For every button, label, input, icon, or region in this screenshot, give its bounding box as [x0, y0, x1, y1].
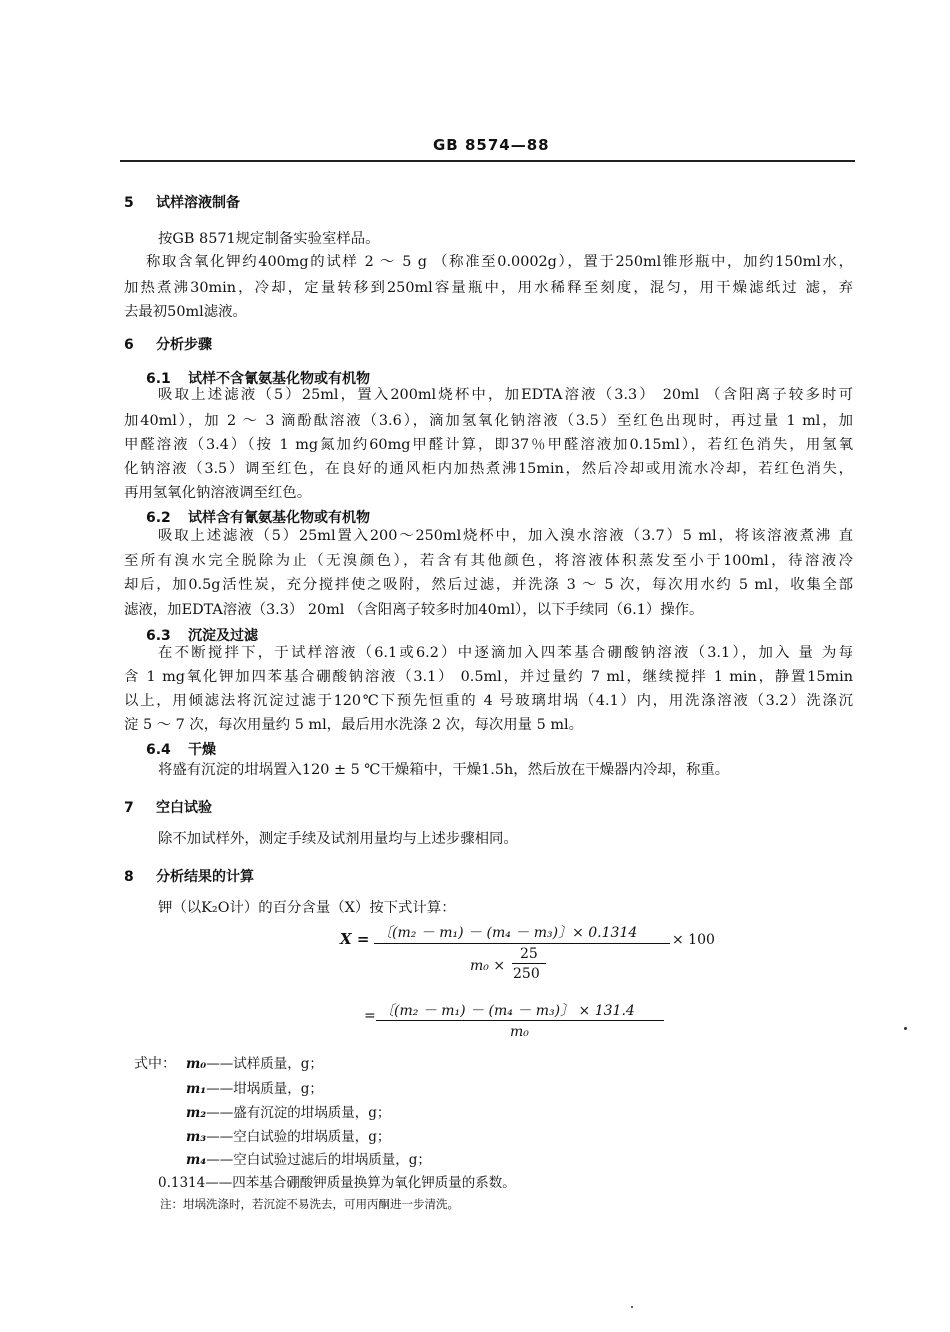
- section-8-heading: [124, 866, 254, 886]
- eq1-inner-numerator: 25: [520, 946, 538, 962]
- subsection-title: 沉淀及过滤: [188, 628, 258, 644]
- standard-number: GB 8574—88: [433, 136, 550, 154]
- scan-speck: [631, 1306, 633, 1308]
- eq1-denominator-m0: m₀ ×: [470, 958, 506, 974]
- section-7-heading: [124, 797, 212, 817]
- section-number: 6: [124, 337, 134, 353]
- s63-line-4: 淀 5 ～ 7 次，每次用量约 5 ml，最后用水洗涤 2 次，每次用量 5 ml。: [124, 717, 584, 733]
- where-label: 式中：: [134, 1056, 176, 1072]
- s63-line-3: 以上，用倾滤法将沉淀过滤于120℃下预先恒重的 4 号玻璃坩埚（4.1）内，用洗涤溶液（3.2）洗涤沉: [124, 693, 853, 709]
- section-title: 试样溶液制备: [156, 195, 240, 211]
- subsection-number: 6.4: [146, 742, 171, 758]
- subsection-title: 试样含有氰氨基化物或有机物: [188, 510, 370, 526]
- s61-line-3: 甲醛溶液（3.4）（按 1 mg氮加约60mg甲醛计算，即37％甲醛溶液加0.15ml），若红色消失，用氢氧: [124, 437, 853, 453]
- s61-line-2: 加40ml），加 2 ～ 3 滴酚酞溶液（3.6），滴加氢氧化钠溶液（3.5）至红色出现时，再过量 1 ml，加: [124, 413, 853, 429]
- section-number: 8: [124, 869, 134, 885]
- section-6-heading: [124, 334, 212, 354]
- eq2-equals: =: [364, 1008, 376, 1024]
- eq2-fraction-bar: [376, 1020, 664, 1021]
- var-description: ——坩埚质量，g；: [206, 1081, 323, 1097]
- sec5-para-2-line-3: 去最初50ml滤液。: [124, 304, 247, 320]
- eq2-denominator: m₀: [510, 1024, 529, 1040]
- eq1-numerator: 〔(m₂ － m₁) － (m₄ － m₃)〕× 0.1314: [378, 925, 638, 941]
- s61-line-1: 吸取上述滤液（5）25ml，置入200ml烧杯中，加EDTA溶液（3.3） 20ml （含阳离子较多时可: [158, 387, 853, 403]
- sec5-para-2-line-2: 加热煮沸30min，冷却，定量转移到250ml容量瓶中，用水稀释至刻度，混匀，用干燥滤纸过 滤，弃: [124, 280, 853, 296]
- header-rule: [120, 160, 855, 162]
- sec8-intro: 钾（以K₂O计）的百分含量（X）按下式计算：: [158, 900, 456, 916]
- var-symbol: m₂: [186, 1105, 207, 1121]
- s64-line-1: 将盛有沉淀的坩埚置入120 ± 5 ℃干燥箱中，干燥1.5h，然后放在干燥器内冷却，称重。: [158, 762, 730, 778]
- eq2-numerator: 〔(m₂ － m₁) － (m₄ － m₃)〕 × 131.4: [380, 1003, 635, 1019]
- subsection-title: 试样不含氰氨基化物或有机物: [188, 371, 370, 387]
- scan-speck: [904, 1027, 907, 1030]
- eq1-fraction-bar: [374, 943, 670, 944]
- sec7-para-1: 除不加试样外，测定手续及试剂用量均与上述步骤相同。: [158, 831, 518, 847]
- s61-line-4: 化钠溶液（3.5）调至红色，在良好的通风柜内加热煮沸15min，然后冷却或用流水冷却，若红色消失，: [124, 461, 853, 477]
- var-symbol: m₄: [186, 1152, 207, 1168]
- var-def-m0: [186, 1051, 323, 1077]
- subsection-title: 干燥: [188, 742, 216, 758]
- var-def-m2: [186, 1100, 390, 1126]
- subsection-6-4-heading: [146, 739, 216, 759]
- coefficient-definition: 0.1314——四苯基合硼酸钾质量换算为氧化钾质量的系数。: [158, 1175, 516, 1191]
- subsection-number: 6.3: [146, 628, 171, 644]
- var-symbol: m₀: [186, 1056, 207, 1072]
- eq1-multiplier: × 100: [672, 932, 715, 948]
- section-number: 5: [124, 195, 134, 211]
- s62-line-3: 却后，加0.5g活性炭，充分搅拌使之吸附，然后过滤，并洗涤 3 ～ 5 次，每次用水约 5 ml，收集全部: [124, 577, 853, 593]
- s63-line-1: 在不断搅拌下，于试样溶液（6.1或6.2）中逐滴加入四苯基合硼酸钠溶液（3.1），加入 量 为每: [158, 645, 853, 661]
- section-5-heading: [124, 192, 240, 212]
- footnote: 注：坩埚洗涤时，若沉淀不易洗去，可用丙酮进一步清洗。: [160, 1197, 459, 1211]
- section-title: 分析结果的计算: [156, 869, 254, 885]
- sec5-para-2-line-1: 称取含氧化钾约400mg的试样 2 ～ 5 g （称准至0.0002g），置于250ml锥形瓶中，加约150ml水，: [146, 254, 853, 270]
- s62-line-4: 滤液，加EDTA溶液（3.3） 20ml （含阳离子较多时加40ml），以下手续同（6.1）操作。: [124, 602, 704, 618]
- var-description: ——空白试验的坩埚质量，g；: [206, 1129, 391, 1145]
- var-description: ——空白试验过滤后的坩埚质量，g；: [206, 1152, 431, 1168]
- section-title: 分析步骤: [156, 337, 212, 353]
- section-number: 7: [124, 800, 134, 816]
- s63-line-2: 含 1 mg氧化钾加四苯基合硼酸钠溶液（3.1） 0.5ml，并过量约 7 ml，继续搅拌 1 min，静置15min: [124, 669, 853, 685]
- section-title: 空白试验: [156, 800, 212, 816]
- sec5-para-1: 按GB 8571规定制备实验室样品。: [158, 231, 380, 247]
- var-symbol: m₁: [186, 1081, 207, 1097]
- s62-line-1: 吸取上述滤液（5）25ml置入200～250ml烧杯中，加入溴水溶液（3.7）5 ml，将该溶液煮沸 直: [158, 528, 853, 544]
- var-description: ——盛有沉淀的坩埚质量，g；: [206, 1105, 391, 1121]
- var-def-m1: [186, 1076, 323, 1102]
- s62-line-2: 至所有溴水完全脱除为止（无溴颜色），若含有其他颜色，将溶液体积蒸发至小于100ml，待溶液冷: [124, 553, 853, 569]
- s61-line-5: 再用氢氧化钠溶液调至红色。: [124, 485, 312, 501]
- var-symbol: m₃: [186, 1129, 207, 1145]
- subsection-number: 6.1: [146, 371, 171, 387]
- eq1-lhs: X =: [340, 930, 370, 948]
- eq1-inner-fraction-bar: [512, 963, 546, 964]
- subsection-number: 6.2: [146, 510, 171, 526]
- eq1-inner-denominator: 250: [513, 966, 540, 982]
- var-description: ——试样质量，g；: [206, 1056, 323, 1072]
